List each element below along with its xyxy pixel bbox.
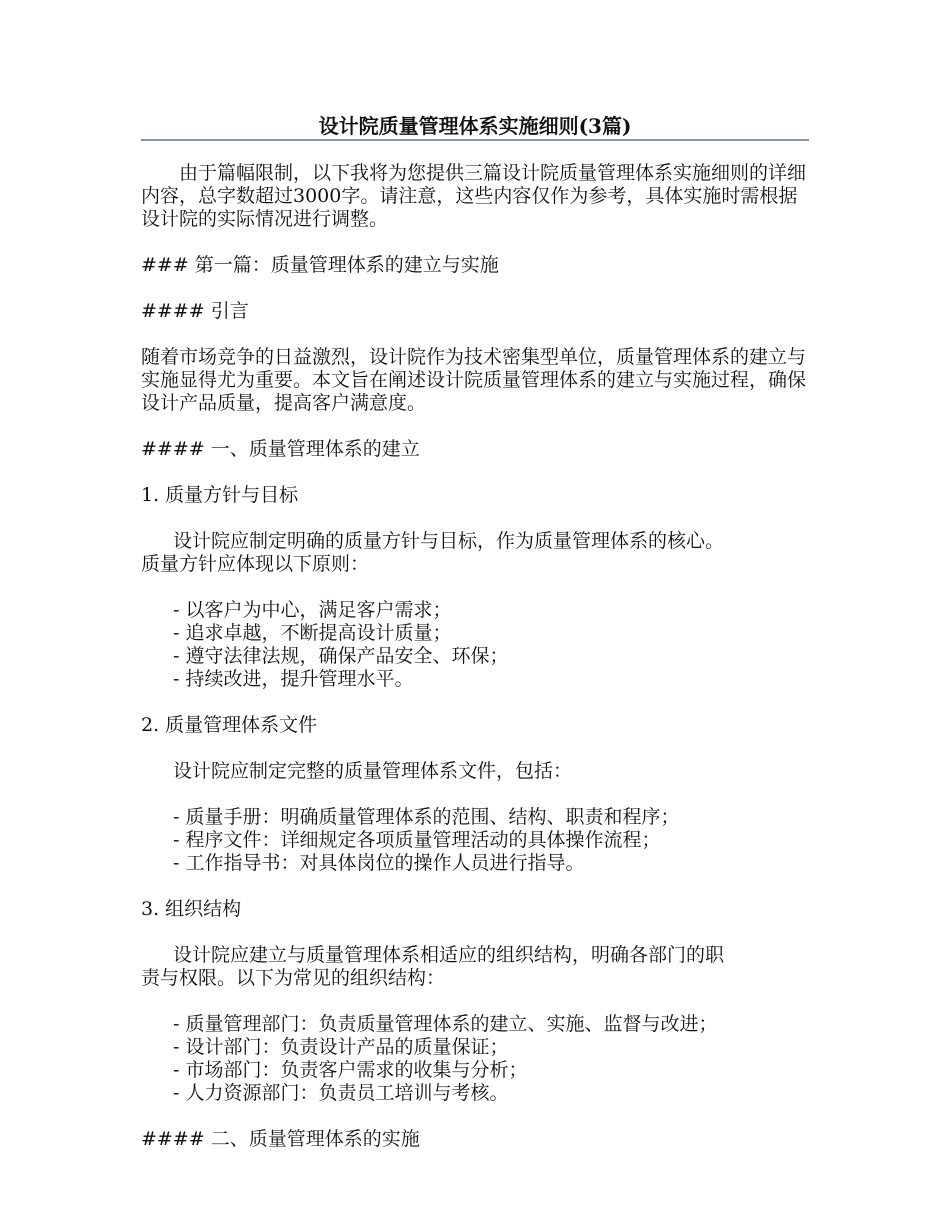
list-item: - 持续改进，提升管理水平。 — [173, 668, 414, 690]
part1-heading: ### 第一篇：质量管理体系的建立与实施 — [141, 254, 499, 276]
spacer — [141, 231, 809, 254]
item1-text-line2: 质量方针应体现以下原则： — [141, 553, 370, 575]
item3-text-line2: 责与权限。以下为常见的组织结构： — [141, 967, 446, 989]
list-item: - 遵守法律法规，确保产品安全、环保； — [173, 645, 509, 667]
list-item: - 设计部门：负责设计产品的质量保证； — [173, 1036, 509, 1058]
list-item: - 工作指导书：对具体岗位的操作人员进行指导。 — [173, 852, 585, 874]
spacer — [141, 990, 809, 1013]
spacer — [141, 461, 809, 484]
intro-paragraph: 由于篇幅限制，以下我将为您提供三篇设计院质量管理体系实施细则的详细内容，总字数超过3000字。请注意，这些内容仅作为参考，具体实施时需根据设计院的实际情况进行调整。 — [141, 162, 807, 230]
document-body — [141, 162, 809, 1151]
item1-text-line1: 设计院应制定明确的质量方针与目标，作为质量管理体系的核心。 — [173, 530, 725, 552]
spacer — [141, 691, 809, 714]
spacer — [141, 277, 809, 300]
preface-paragraph: 随着市场竞争的日益激烈，设计院作为技术密集型单位，质量管理体系的建立与实施显得尤为重要。本文旨在阐述设计院质量管理体系的建立与实施过程，确保设计产品质量，提高客户满意度。 — [141, 346, 807, 414]
item3-heading: 3. 组织结构 — [141, 898, 242, 920]
spacer — [141, 415, 809, 438]
spacer — [141, 1105, 809, 1128]
item2-heading: 2. 质量管理体系文件 — [141, 714, 318, 736]
spacer — [141, 737, 809, 760]
spacer — [141, 783, 809, 806]
document-title: 设计院质量管理体系实施细则(3篇) — [318, 114, 632, 138]
list-item: - 以客户为中心，满足客户需求； — [173, 599, 452, 621]
preface-heading: #### 引言 — [141, 300, 249, 322]
list-item: - 程序文件：详细规定各项质量管理活动的具体操作流程； — [173, 829, 661, 851]
item2-text: 设计院应制定完整的质量管理体系文件，包括： — [173, 760, 573, 782]
item1-heading: 1. 质量方针与目标 — [141, 484, 299, 506]
list-item: - 人力资源部门：负责员工培训与考核。 — [173, 1082, 509, 1104]
list-item: - 质量手册：明确质量管理体系的范围、结构、职责和程序； — [173, 806, 680, 828]
list-item: - 市场部门：负责客户需求的收集与分析； — [173, 1059, 528, 1081]
list-item: - 质量管理部门：负责质量管理体系的建立、实施、监督与改进； — [173, 1013, 718, 1035]
list-item: - 追求卓越，不断提高设计质量； — [173, 622, 452, 644]
spacer — [141, 576, 809, 599]
spacer — [141, 323, 809, 346]
section1-heading: #### 一、质量管理体系的建立 — [141, 438, 420, 460]
spacer — [141, 507, 809, 530]
title-underline — [141, 139, 809, 141]
section2-heading: #### 二、质量管理体系的实施 — [141, 1128, 420, 1150]
spacer — [141, 921, 809, 944]
spacer — [141, 875, 809, 898]
item3-text-line1: 设计院应建立与质量管理体系相适应的组织结构，明确各部门的职 — [173, 944, 725, 966]
